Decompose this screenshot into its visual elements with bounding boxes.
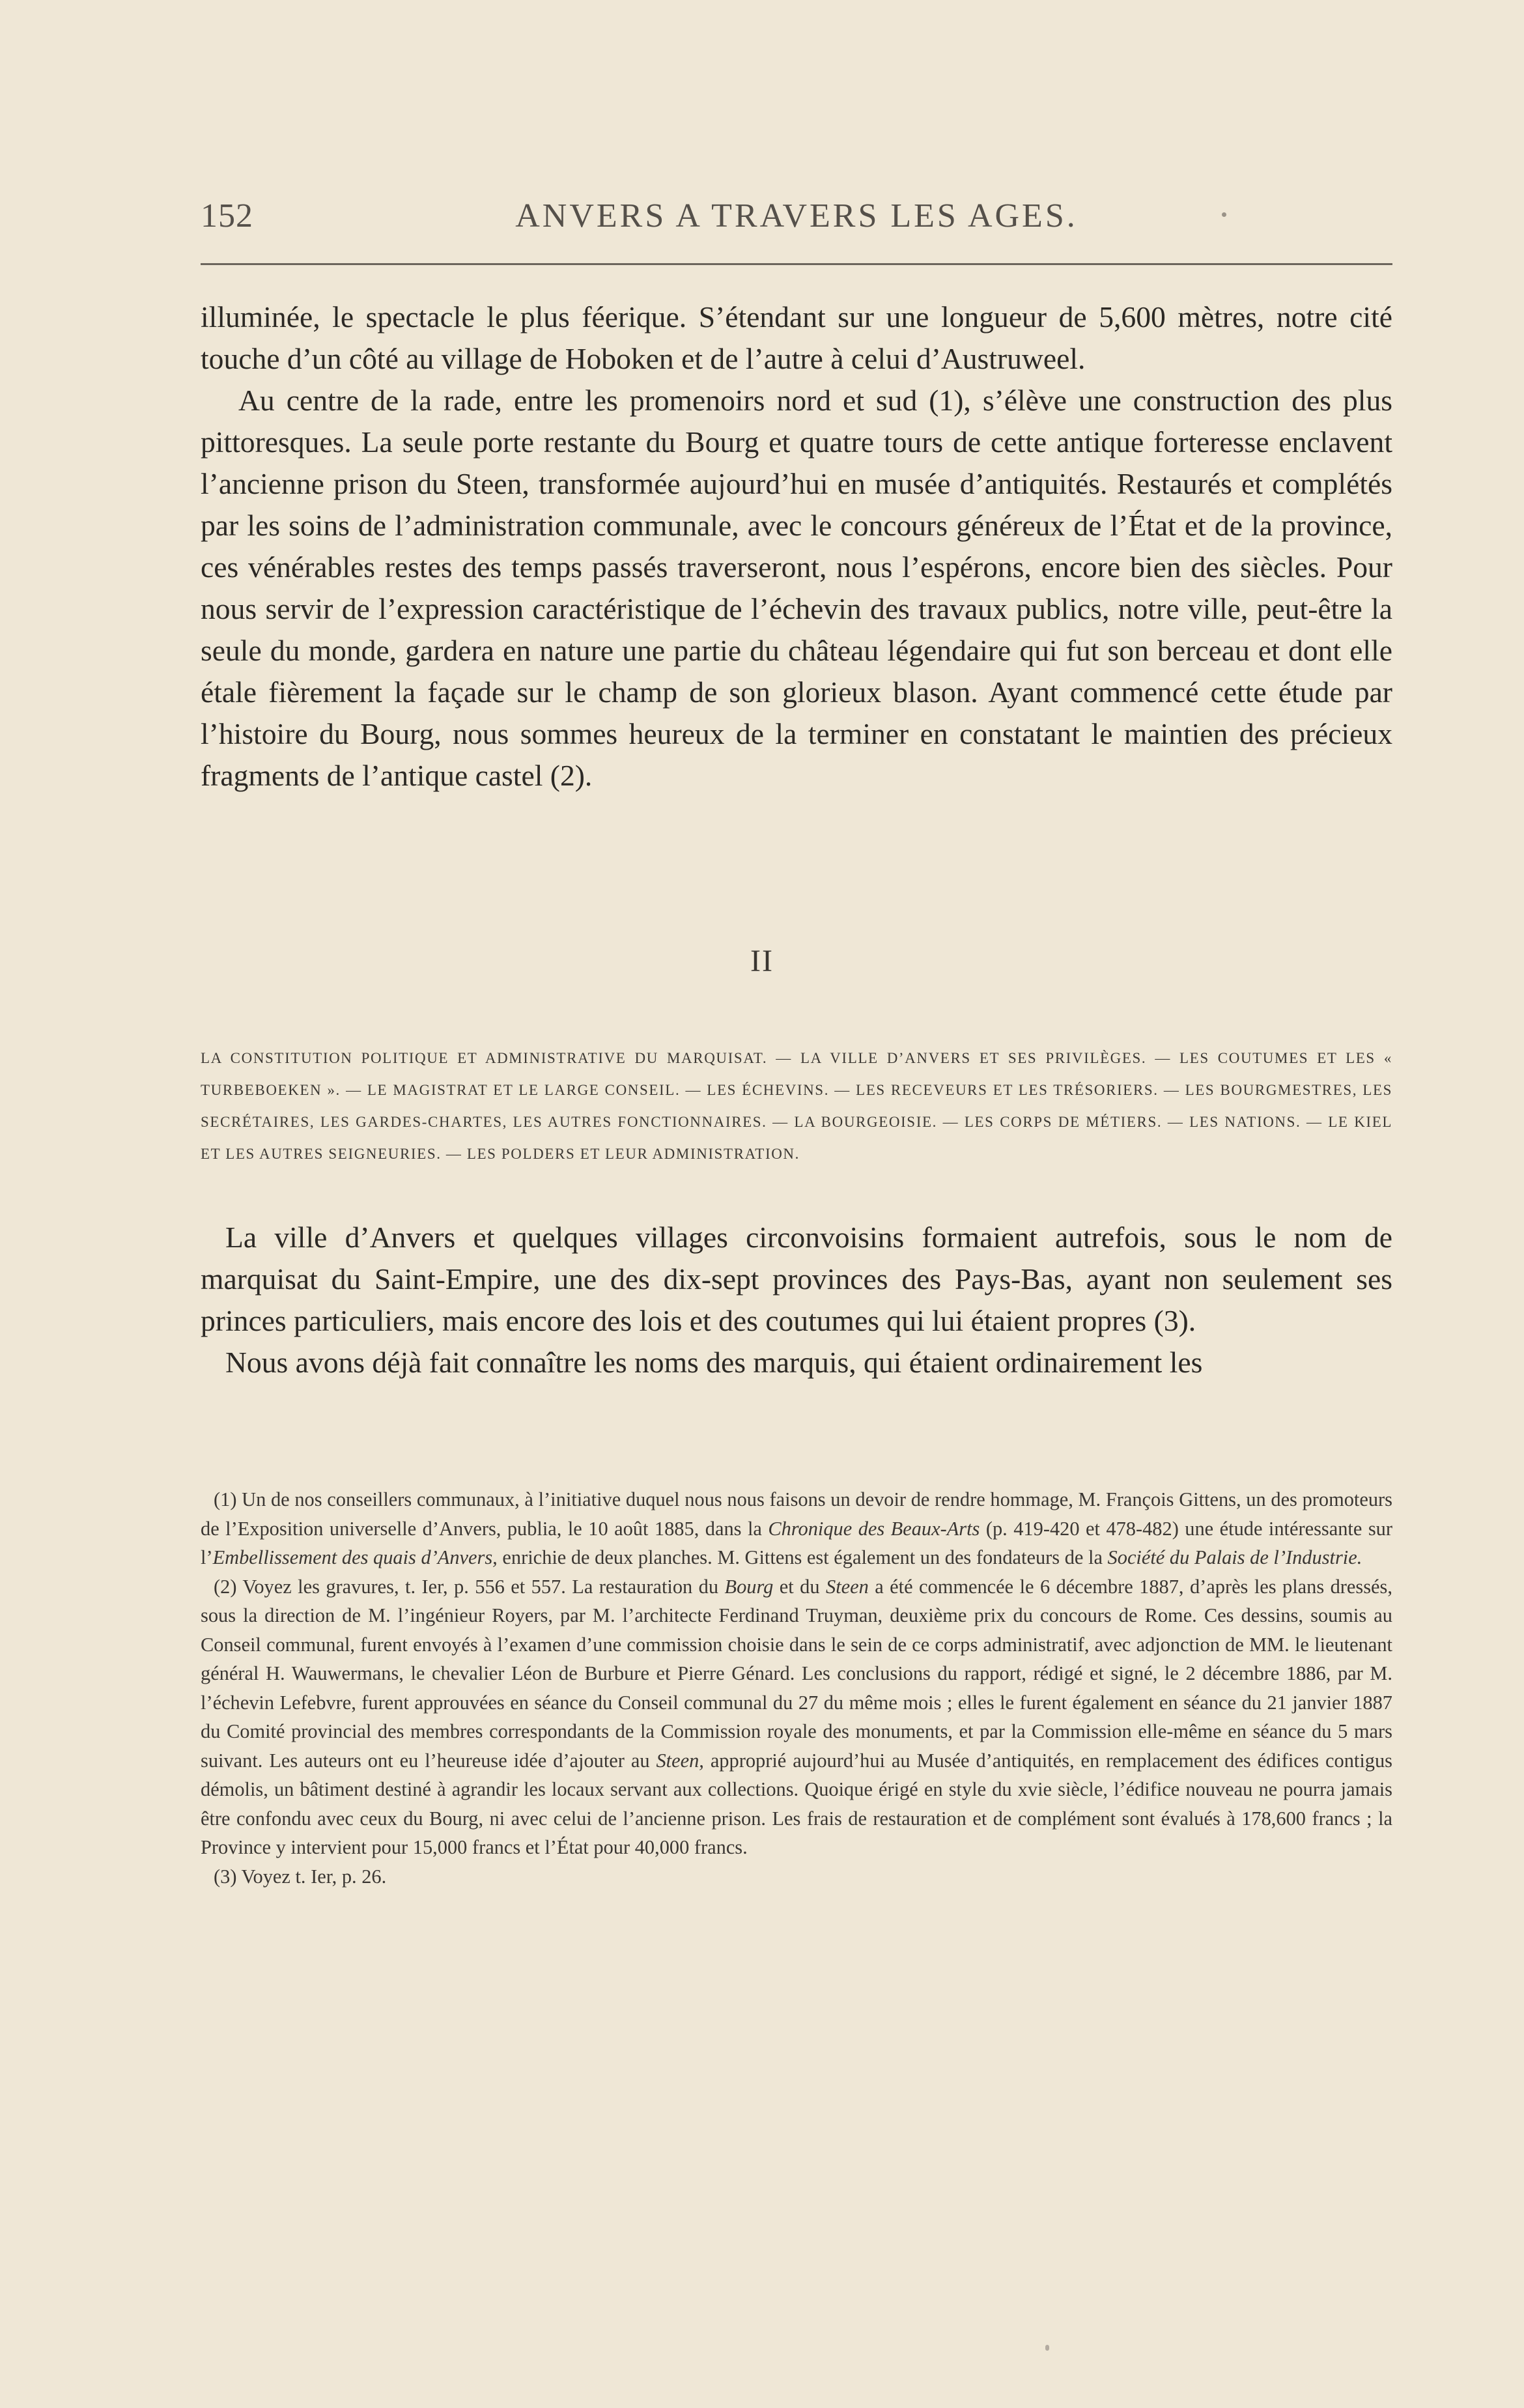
section-text — [201, 1217, 1392, 1383]
summary-text: LA CONSTITUTION POLITIQUE ET ADMINISTRATIVE DU MARQUISAT. — LA VILLE D’ANVERS ET SES PRIVILÈGES. — LES COUTUMES ET LES « TURBEBOEKEN ». — LE MAGISTRAT ET LE LARGE CONSEIL. — LES ÉCHEVINS. — LES RECEVEURS ET LES TRÉSORIERS. — LES BOURGMESTRES, LES SECRÉTAIRES, LES GARDES-CHARTES, LES AUTRES FONCTIONNAIRES. — LA BOURGEOISIE. — LES CORPS DE MÉTIERS. — LES NATIONS. — LE KIEL ET LES AUTRES SEIGNEURIES. — LES POLDERS ET LEUR ADMINISTRATION. — [201, 1050, 1392, 1162]
page-header — [201, 197, 1392, 249]
paragraph: illuminée, le spectacle le plus féerique. S’étendant sur une longueur de 5,600 mètres, notre cité touche d’un côté au village de Hoboken et de l’autre à celui d’Austruweel. — [201, 300, 1392, 375]
footnote-1: (1) Un de nos conseillers communaux, à l’initiative duquel nous nous faisons un devoir de rendre hommage, M. François Gittens, un des promoteurs de l’Exposition universelle d’Anvers, publia, le 10 août 1885, dans la Chronique des Beaux-Arts (p. 419-420 et 478-482) une étude intéressante sur l’Embellissement des quais d’Anvers, enrichie de deux planches. M. Gittens est également un des fondateurs de la Société du Palais de l’Industrie. — [201, 1488, 1392, 1568]
section-heading: II — [750, 944, 774, 978]
paragraph: La ville d’Anvers et quelques villages circonvoisins formaient autrefois, sous le nom de marquisat du Saint-Empire, une des dix-sept provinces des Pays-Bas, ayant non seulement ses princes particuliers, mais encore des lois et des coutumes qui lui étaient propres (3). — [201, 1221, 1392, 1337]
running-title: ANVERS A TRAVERS LES AGES. — [515, 197, 1078, 234]
footnotes — [201, 1485, 1392, 1891]
paragraph: Nous avons déjà fait connaître les noms des marquis, qui étaient ordinairement les — [225, 1346, 1203, 1379]
section-summary — [201, 1042, 1392, 1170]
page-number: 152 — [201, 197, 253, 234]
footnote-3: (3) Voyez t. Ier, p. 26. — [214, 1865, 387, 1888]
ink-speck — [1222, 212, 1226, 217]
main-text — [201, 296, 1392, 797]
paragraph: Au centre de la rade, entre les promenoirs nord et sud (1), s’élève une construction des plus pittoresques. La seule porte restante du Bourg et quatre tours de cette antique forteresse enclavent l’ancienne prison du Steen, transformée aujourd’hui en musée d’antiquités. Restaurés et complétés par les soins de l’administration communale, avec le concours généreux de l’État et de la province, ces vénérables restes des temps passés traverseront, nous l’espérons, encore bien des siècles. Pour nous servir de l’expression caractéristique de l’échevin des travaux publics, notre ville, peut-être la seule du monde, gardera en nature une partie du château légendaire qui fut son berceau et dont elle étale fièrement la façade sur le champ de son glorieux blason. Ayant commencé cette étude par l’histoire du Bourg, nous sommes heureux de la terminer en constatant le maintien des précieux fragments de l’antique castel (2). — [201, 384, 1392, 792]
ink-speck — [1045, 2345, 1049, 2351]
header-rule — [201, 263, 1392, 265]
footnote-2: (2) Voyez les gravures, t. Ier, p. 556 et 557. La restauration du Bourg et du Steen a été commencée le 6 décembre 1887, d’après les plans dressés, sous la direction de M. l’ingénieur Royers, par M. l’architecte Ferdinand Truyman, deuxième prix du concours de Rome. Ces dessins, soumis au Conseil communal, furent envoyés à l’examen d’une commission choisie dans le sein de ce corps administratif, avec adjonction de MM. le lieutenant général H. Wauwermans, le chevalier Léon de Burbure et Pierre Génard. Les conclusions du rapport, rédigé et signé, le 2 décembre 1886, par M. l’échevin Lefebvre, furent approuvées en séance du Conseil communal du 27 du même mois ; elles le furent également en séance du 21 janvier 1887 du Comité provincial des membres correspondants de la Commission royale des monuments, et par la Commission elle-même en séance du 5 mars suivant. Les auteurs ont eu l’heureuse idée d’ajouter au Steen, approprié aujourd’hui au Musée d’antiquités, en remplacement des édifices contigus démolis, un bâtiment destiné à agrandir les locaux servant aux collections. Quoique érigé en style du xvie siècle, l’édifice nouveau ne pourra jamais être confondu avec ceux du Bourg, ni avec celui de l’ancienne prison. Les frais de restauration et de complément sont évalués à 178,600 francs ; la Province y intervient pour 15,000 francs et l’État pour 40,000 francs. — [201, 1575, 1392, 1858]
